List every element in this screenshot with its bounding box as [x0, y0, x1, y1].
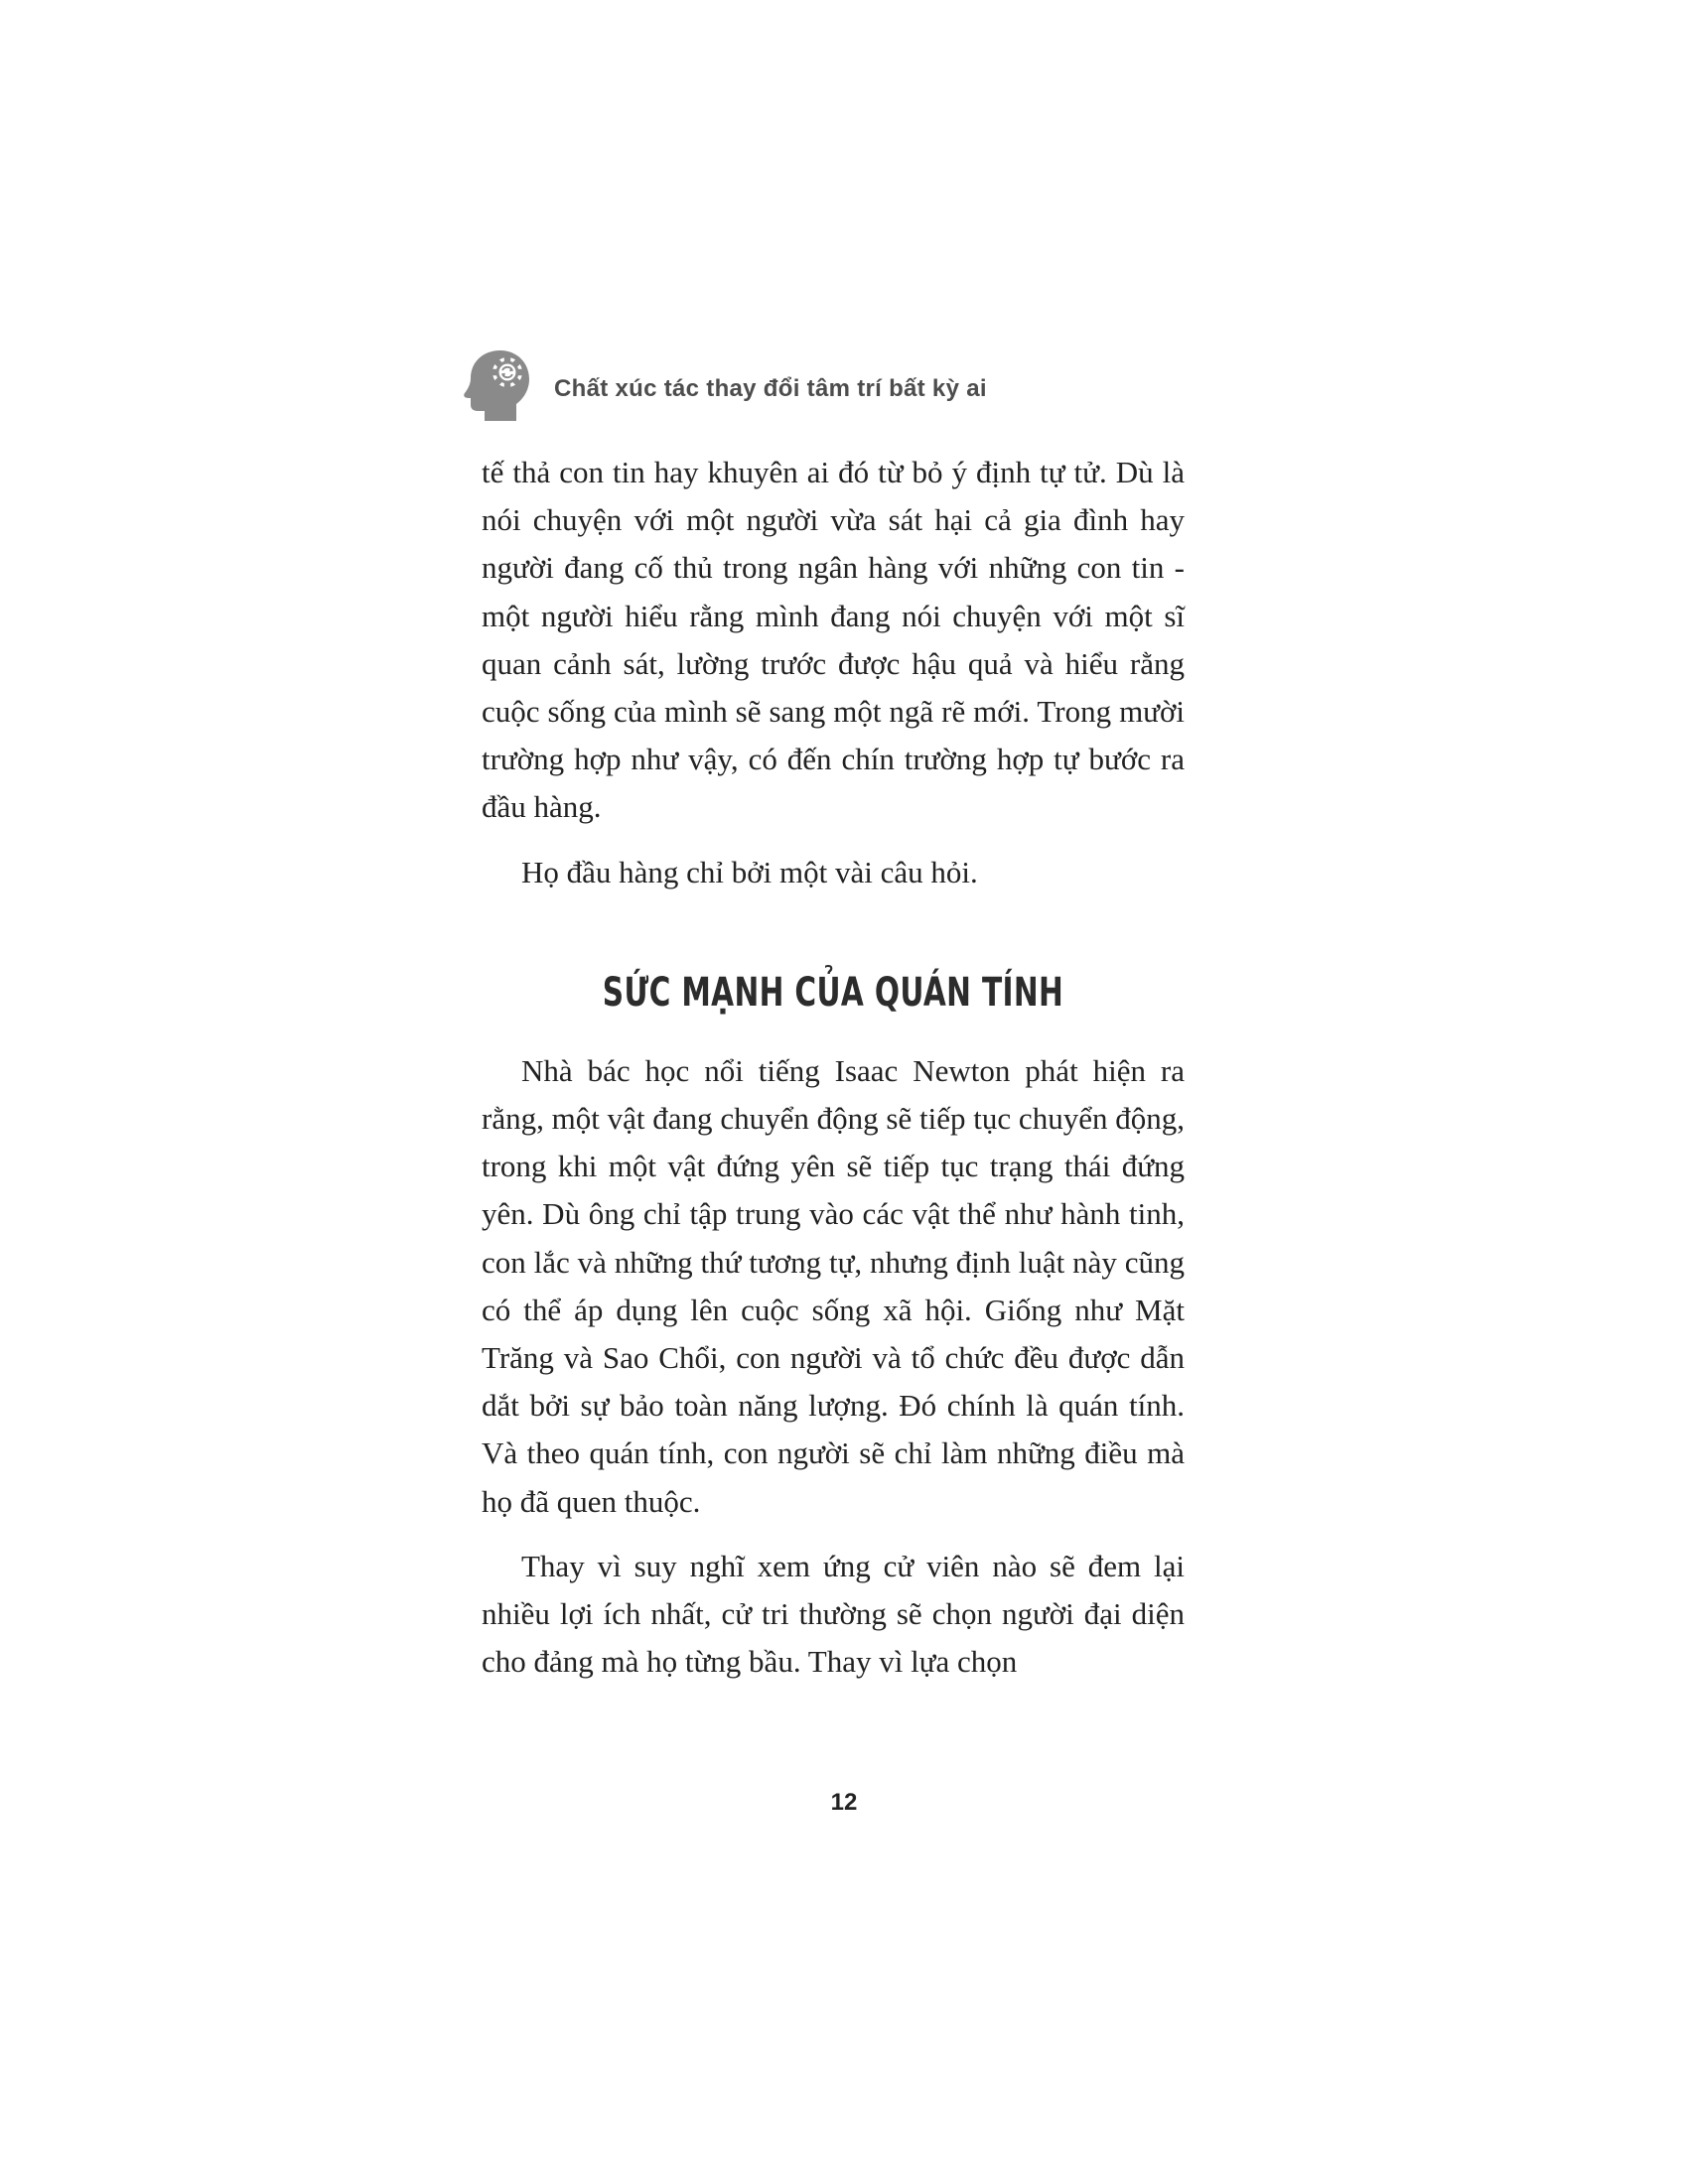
- head-gear-icon: [461, 342, 536, 422]
- page-number: 12: [830, 1789, 858, 1816]
- paragraph: Nhà bác học nổi tiếng Isaac Newton phát hiện ra rằng, một vật đang chuyển động sẽ tiếp tục chuyển động, trong khi một vật đứng yên sẽ tiếp tục trạng thái đứng yên. Dù ông chỉ tập trung vào các vật thể như hành tinh, con lắc và những thứ tương tự, nhưng định luật này cũng có thể áp dụng lên cuộc sống xã hội. Giống như Mặt Trăng và Sao Chổi, con người và tổ chức đều được dẫn dắt bởi sự bảo toàn năng lượng. Đó chính là quán tính. Và theo quán tính, con người sẽ chỉ làm những điều mà họ đã quen thuộc.: [482, 1052, 1185, 1519]
- running-title: Chất xúc tác thay đổi tâm trí bất kỳ ai: [554, 375, 987, 402]
- paragraph: Họ đầu hàng chỉ bởi một vài câu hỏi.: [521, 854, 978, 889]
- body-text: [482, 449, 1185, 1686]
- paragraph: Thay vì suy nghĩ xem ứng cử viên nào sẽ đem lại nhiều lợi ích nhất, cử tri thường sẽ chọn người đại diện cho đảng mà họ từng bầu. Thay vì lựa chọn: [482, 1548, 1185, 1680]
- section-heading: SỨC MẠNH CỦA QUÁN TÍNH: [602, 969, 1064, 1016]
- paragraph-continued: tế thả con tin hay khuyên ai đó từ bỏ ý định tự tử. Dù là nói chuyện với một người vừa sát hại cả gia đình hay người đang cố thủ trong ngân hàng với những con tin - một người hiểu rằng mình đang nói chuyện với một sĩ quan cảnh sát, lường trước được hậu quả và hiểu rằng cuộc sống của mình sẽ sang một ngã rẽ mới. Trong mười trường hợp như vậy, có đến chín trường hợp tự bước ra đầu hàng.: [482, 455, 1185, 825]
- running-header: [461, 338, 987, 427]
